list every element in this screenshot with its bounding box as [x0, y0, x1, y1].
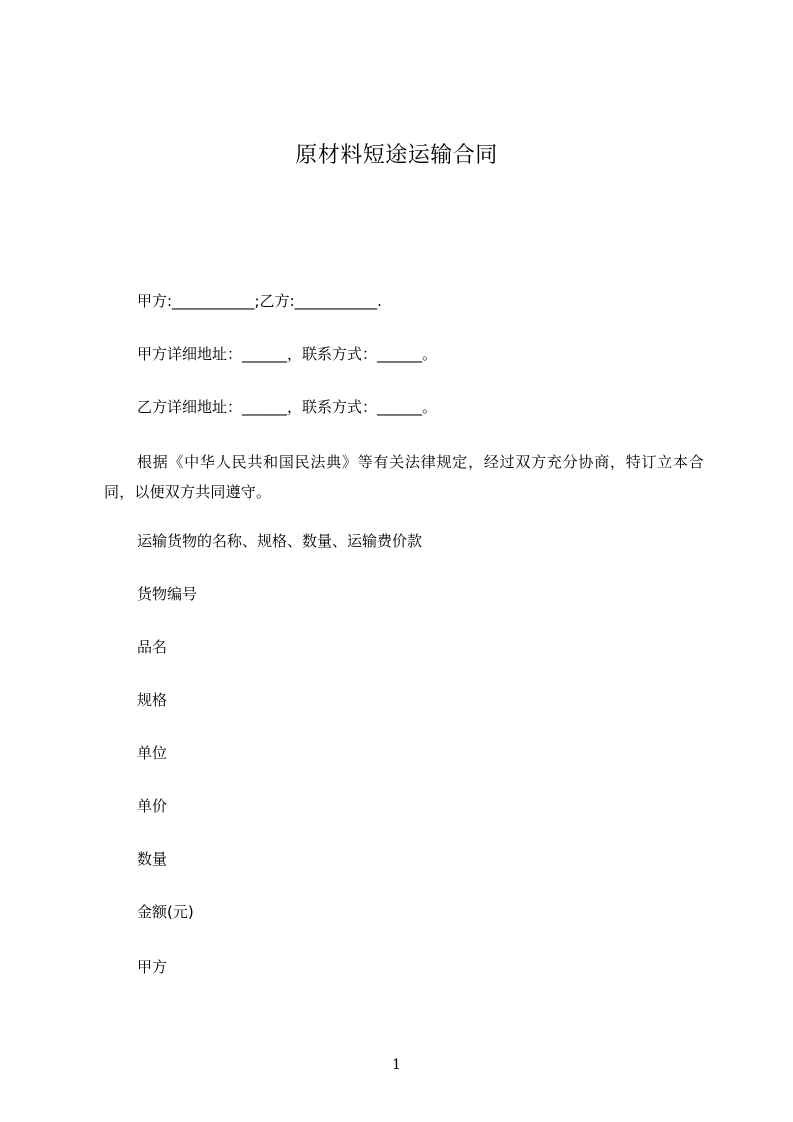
preamble-paragraph: 根据《中华人民共和国民法典》等有关法律规定，经过双方充分协商，特订立本合同，以便双方共同遵守。	[104, 453, 704, 501]
party-a-address-line: 甲方详细地址：______，联系方式：______。	[137, 345, 438, 363]
field-item-unit-price: 单价	[137, 797, 168, 815]
parties-line: 甲方:___________;乙方:___________.	[137, 292, 382, 310]
field-item-party-a: 甲方	[137, 958, 168, 976]
party-b-address-line: 乙方详细地址：______，联系方式：______。	[137, 398, 438, 416]
field-item-product-name: 品名	[137, 638, 168, 656]
field-item-cargo-number: 货物编号	[137, 585, 198, 603]
page-number: 1	[392, 1057, 401, 1073]
field-item-amount: 金额(元)	[137, 903, 194, 921]
field-item-specification: 规格	[137, 691, 168, 709]
section-heading: 运输货物的名称、规格、数量、运输费价款	[137, 532, 423, 550]
field-item-unit: 单位	[137, 744, 168, 762]
document-title: 原材料短途运输合同	[295, 143, 498, 168]
field-item-quantity: 数量	[137, 850, 168, 868]
